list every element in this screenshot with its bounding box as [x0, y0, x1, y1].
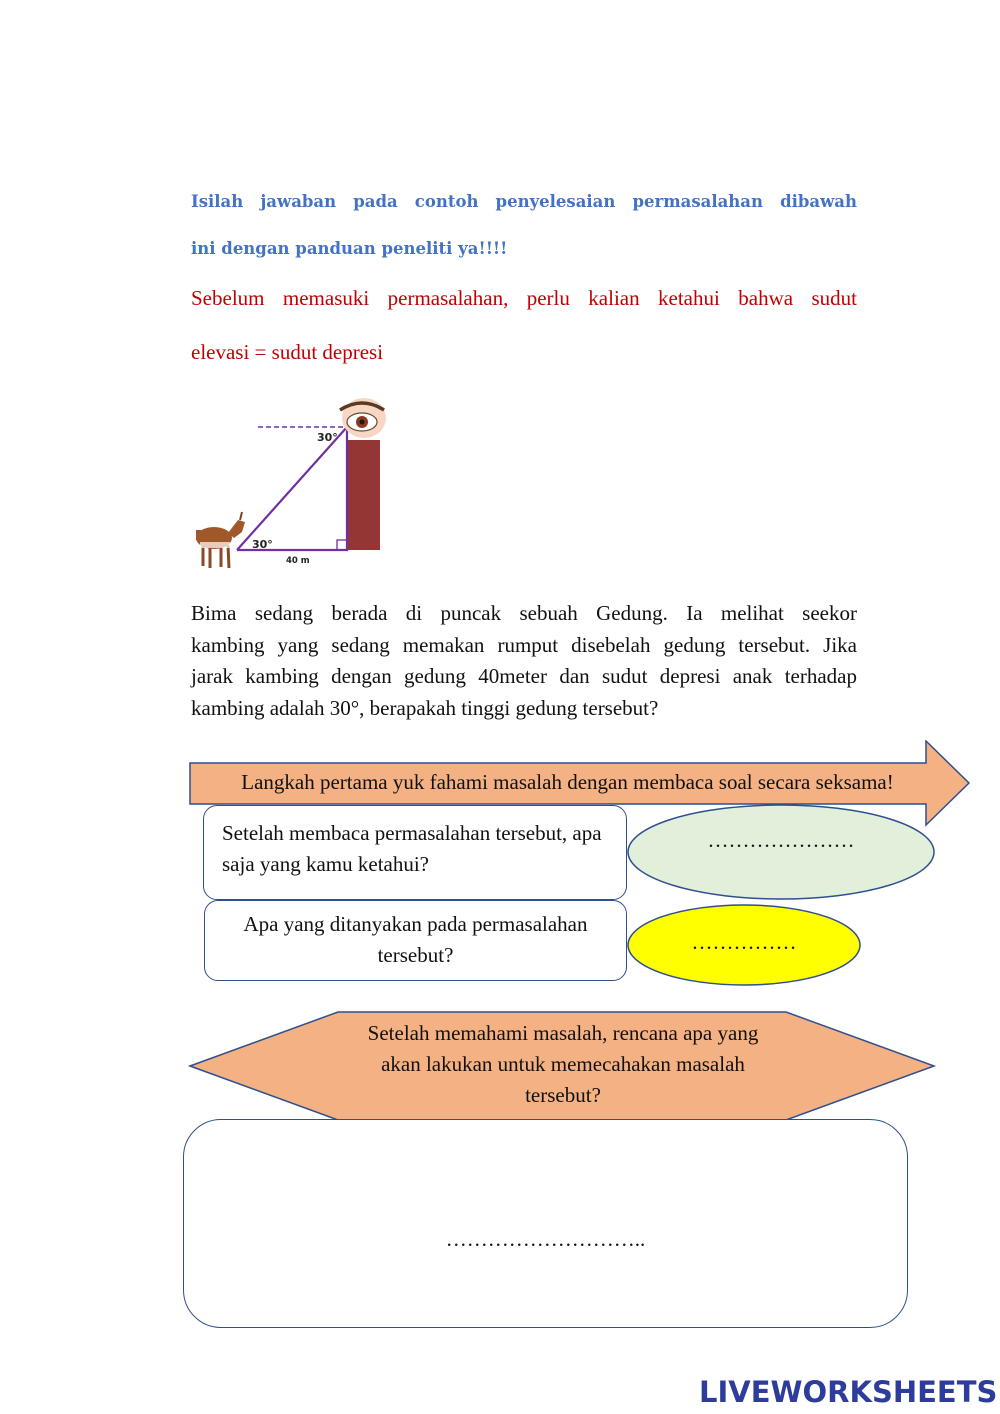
- instruction-line-1: Isilah jawaban pada contoh penyelesaian permasalahan dibawah: [191, 192, 857, 211]
- asked-question-box: [204, 900, 627, 981]
- known-question-text: Setelah membaca permasalahan tersebut, apa saja yang kamu ketahui?: [222, 821, 602, 876]
- problem-line: Bima sedang berada di puncak sebuah Gedung. Ia melihat seekor: [191, 601, 857, 625]
- known-answer-text[interactable]: …………………: [707, 828, 855, 852]
- right-angle-mark: [337, 540, 347, 550]
- problem-line: kambing yang sedang memakan rumput disebelah gedung tersebut. Jika: [191, 632, 857, 657]
- known-question-box: [203, 805, 627, 900]
- angle-of-depression-diagram: [190, 390, 400, 580]
- problem-paragraph: [191, 598, 857, 724]
- goat-icon: [196, 512, 245, 568]
- note-line-2: elevasi = sudut depresi: [191, 340, 384, 364]
- problem-line: jarak kambing dengan gedung 40meter dan sudut depresi anak terhadap: [191, 664, 857, 688]
- bottom-angle-label: 30°: [252, 538, 273, 551]
- liveworksheets-logo-text: LIVEWORKSHEETS: [699, 1375, 998, 1409]
- asked-answer-text[interactable]: ……………: [691, 930, 797, 954]
- plan-question-text: Setelah memahami masalah, rencana apa yang akan lakukan untuk memecahakan masalah tersebut?: [367, 1021, 759, 1107]
- note-line-1: Sebelum memasuki permasalahan, perlu kalian ketahui bahwa sudut: [191, 286, 857, 310]
- plan-answer-text[interactable]: ………………………..: [445, 1227, 646, 1251]
- asked-question-text: Apa yang ditanyakan pada permasalahan tersebut?: [243, 912, 588, 967]
- right-triangle: [237, 427, 347, 550]
- step1-banner-text: Langkah pertama yuk fahami masalah dengan membaca soal secara seksama!: [241, 770, 894, 794]
- liveworksheets-logo: [693, 1374, 998, 1410]
- problem-line: kambing adalah 30°, berapakah tinggi gedung tersebut?: [191, 695, 659, 720]
- top-angle-label: 30°: [317, 431, 338, 444]
- plan-answer-box[interactable]: [183, 1119, 908, 1328]
- instruction-line-2: ini dengan panduan peneliti ya!!!!: [191, 239, 508, 258]
- building-icon: [347, 440, 380, 550]
- distance-label: 40 m: [286, 556, 310, 566]
